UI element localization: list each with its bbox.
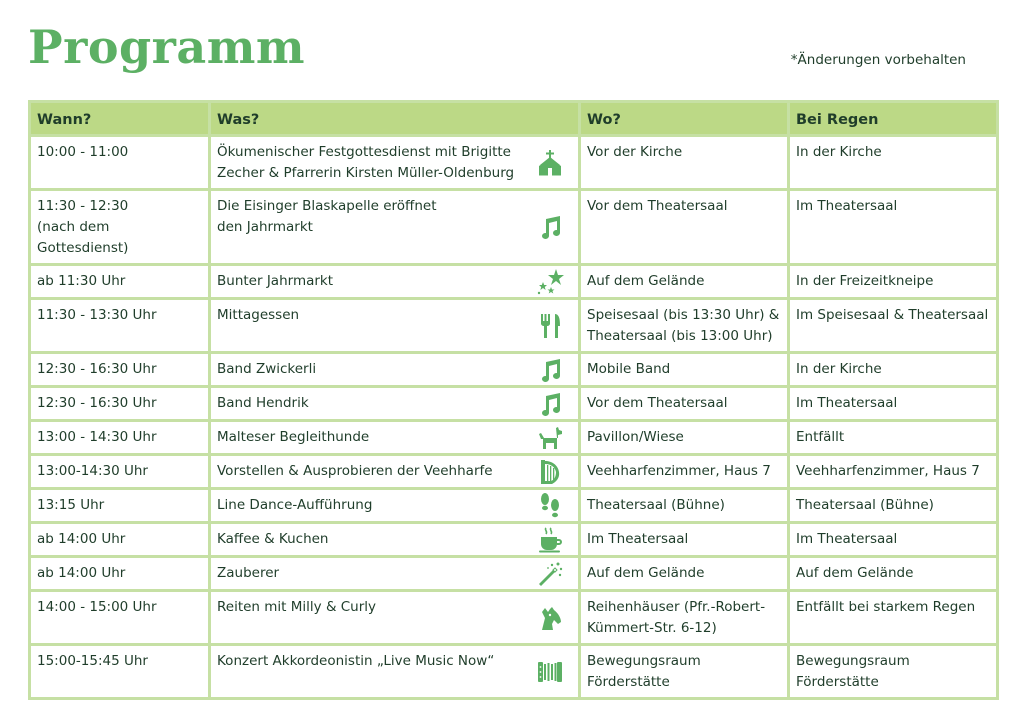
cell-regen: Theatersaal (Bühne) <box>789 489 998 523</box>
table-row <box>30 455 998 489</box>
page-title: Programm <box>28 20 306 74</box>
cell-was: Vorstellen & Ausprobieren der Veehharfe <box>210 455 580 489</box>
horse-icon <box>536 604 564 632</box>
harp-icon <box>536 458 564 486</box>
table-row <box>30 557 998 591</box>
changes-note: *Änderungen vorbehalten <box>790 52 966 68</box>
table-row <box>30 645 998 699</box>
cell-wann: 11:30 - 13:30 Uhr <box>30 299 210 353</box>
cell-regen: Entfällt <box>789 421 998 455</box>
cell-regen: Bewegungsraum Förderstätte <box>789 645 998 699</box>
table-row <box>30 421 998 455</box>
cell-wo: Reihenhäuser (Pfr.-Robert- Kümmert-Str. 6-12) <box>580 591 789 645</box>
cell-wo: Theatersaal (Bühne) <box>580 489 789 523</box>
cell-wann: 10:00 - 11:00 <box>30 136 210 190</box>
cell-wo: Vor dem Theatersaal <box>580 387 789 421</box>
music-note-icon <box>536 213 564 241</box>
cell-wo: Vor dem Theatersaal <box>580 190 789 265</box>
cell-was: Zauberer <box>210 557 580 591</box>
cell-wo: Pavillon/Wiese <box>580 421 789 455</box>
cell-was: Line Dance-Aufführung <box>210 489 580 523</box>
cell-wann: 14:00 - 15:00 Uhr <box>30 591 210 645</box>
cell-wo: Mobile Band <box>580 353 789 387</box>
cell-was: Mittagessen <box>210 299 580 353</box>
music-note-icon <box>536 356 564 384</box>
cell-wann: ab 14:00 Uhr <box>30 523 210 557</box>
header-regen: Bei Regen <box>789 102 998 136</box>
cell-regen: In der Freizeitkneipe <box>789 265 998 299</box>
program-table <box>28 100 999 700</box>
cell-regen: In der Kirche <box>789 136 998 190</box>
coffee-cup-icon <box>536 526 564 554</box>
table-row <box>30 265 998 299</box>
cell-wo: Auf dem Gelände <box>580 265 789 299</box>
footprints-icon <box>536 492 564 520</box>
cell-wo: Speisesaal (bis 13:30 Uhr) & Theatersaal (bis 13:00 Uhr) <box>580 299 789 353</box>
cell-was: Band Hendrik <box>210 387 580 421</box>
table-row <box>30 299 998 353</box>
table-header-row <box>30 102 998 136</box>
cell-wann: 12:30 - 16:30 Uhr <box>30 353 210 387</box>
table-row <box>30 591 998 645</box>
cell-regen: In der Kirche <box>789 353 998 387</box>
cell-was: Ökumenischer Festgottesdienst mit Brigitte Zecher & Pfarrerin Kirsten Müller-Oldenburg <box>210 136 580 190</box>
cell-wann: ab 11:30 Uhr <box>30 265 210 299</box>
table-row <box>30 136 998 190</box>
header-wann: Wann? <box>30 102 210 136</box>
cell-wann: ab 14:00 Uhr <box>30 557 210 591</box>
cell-regen: Im Theatersaal <box>789 387 998 421</box>
church-icon <box>536 149 564 177</box>
cell-wann: 13:00-14:30 Uhr <box>30 455 210 489</box>
table-row <box>30 387 998 421</box>
dog-icon <box>536 424 564 452</box>
cell-regen: Im Speisesaal & Theatersaal <box>789 299 998 353</box>
fork-knife-icon <box>536 312 564 340</box>
cell-wo: Vor der Kirche <box>580 136 789 190</box>
cell-was: Malteser Begleithunde <box>210 421 580 455</box>
cell-regen: Veehharfenzimmer, Haus 7 <box>789 455 998 489</box>
cell-was: Konzert Akkordeonistin „Live Music Now“ <box>210 645 580 699</box>
accordion-icon <box>536 658 564 686</box>
cell-wann: 13:15 Uhr <box>30 489 210 523</box>
cell-wann: 11:30 - 12:30 (nach dem Gottesdienst) <box>30 190 210 265</box>
cell-regen: Entfällt bei starkem Regen <box>789 591 998 645</box>
cell-was: Die Eisinger Blaskapelle eröffnet den Jahrmarkt <box>210 190 580 265</box>
table-row <box>30 489 998 523</box>
cell-wo: Auf dem Gelände <box>580 557 789 591</box>
cell-wo: Veehharfenzimmer, Haus 7 <box>580 455 789 489</box>
cell-was: Kaffee & Kuchen <box>210 523 580 557</box>
cell-wann: 15:00-15:45 Uhr <box>30 645 210 699</box>
magic-wand-icon <box>536 560 564 588</box>
cell-was: Bunter Jahrmarkt <box>210 265 580 299</box>
cell-wo: Im Theatersaal <box>580 523 789 557</box>
cell-was: Band Zwickerli <box>210 353 580 387</box>
header-was: Was? <box>210 102 580 136</box>
table-row <box>30 353 998 387</box>
cell-regen: Auf dem Gelände <box>789 557 998 591</box>
table-row <box>30 190 998 265</box>
cell-was: Reiten mit Milly & Curly <box>210 591 580 645</box>
table-row <box>30 523 998 557</box>
music-note-icon <box>536 390 564 418</box>
stars-icon <box>536 268 564 296</box>
cell-wann: 12:30 - 16:30 Uhr <box>30 387 210 421</box>
cell-regen: Im Theatersaal <box>789 523 998 557</box>
cell-regen: Im Theatersaal <box>789 190 998 265</box>
header-wo: Wo? <box>580 102 789 136</box>
cell-wann: 13:00 - 14:30 Uhr <box>30 421 210 455</box>
cell-wo: Bewegungsraum Förderstätte <box>580 645 789 699</box>
